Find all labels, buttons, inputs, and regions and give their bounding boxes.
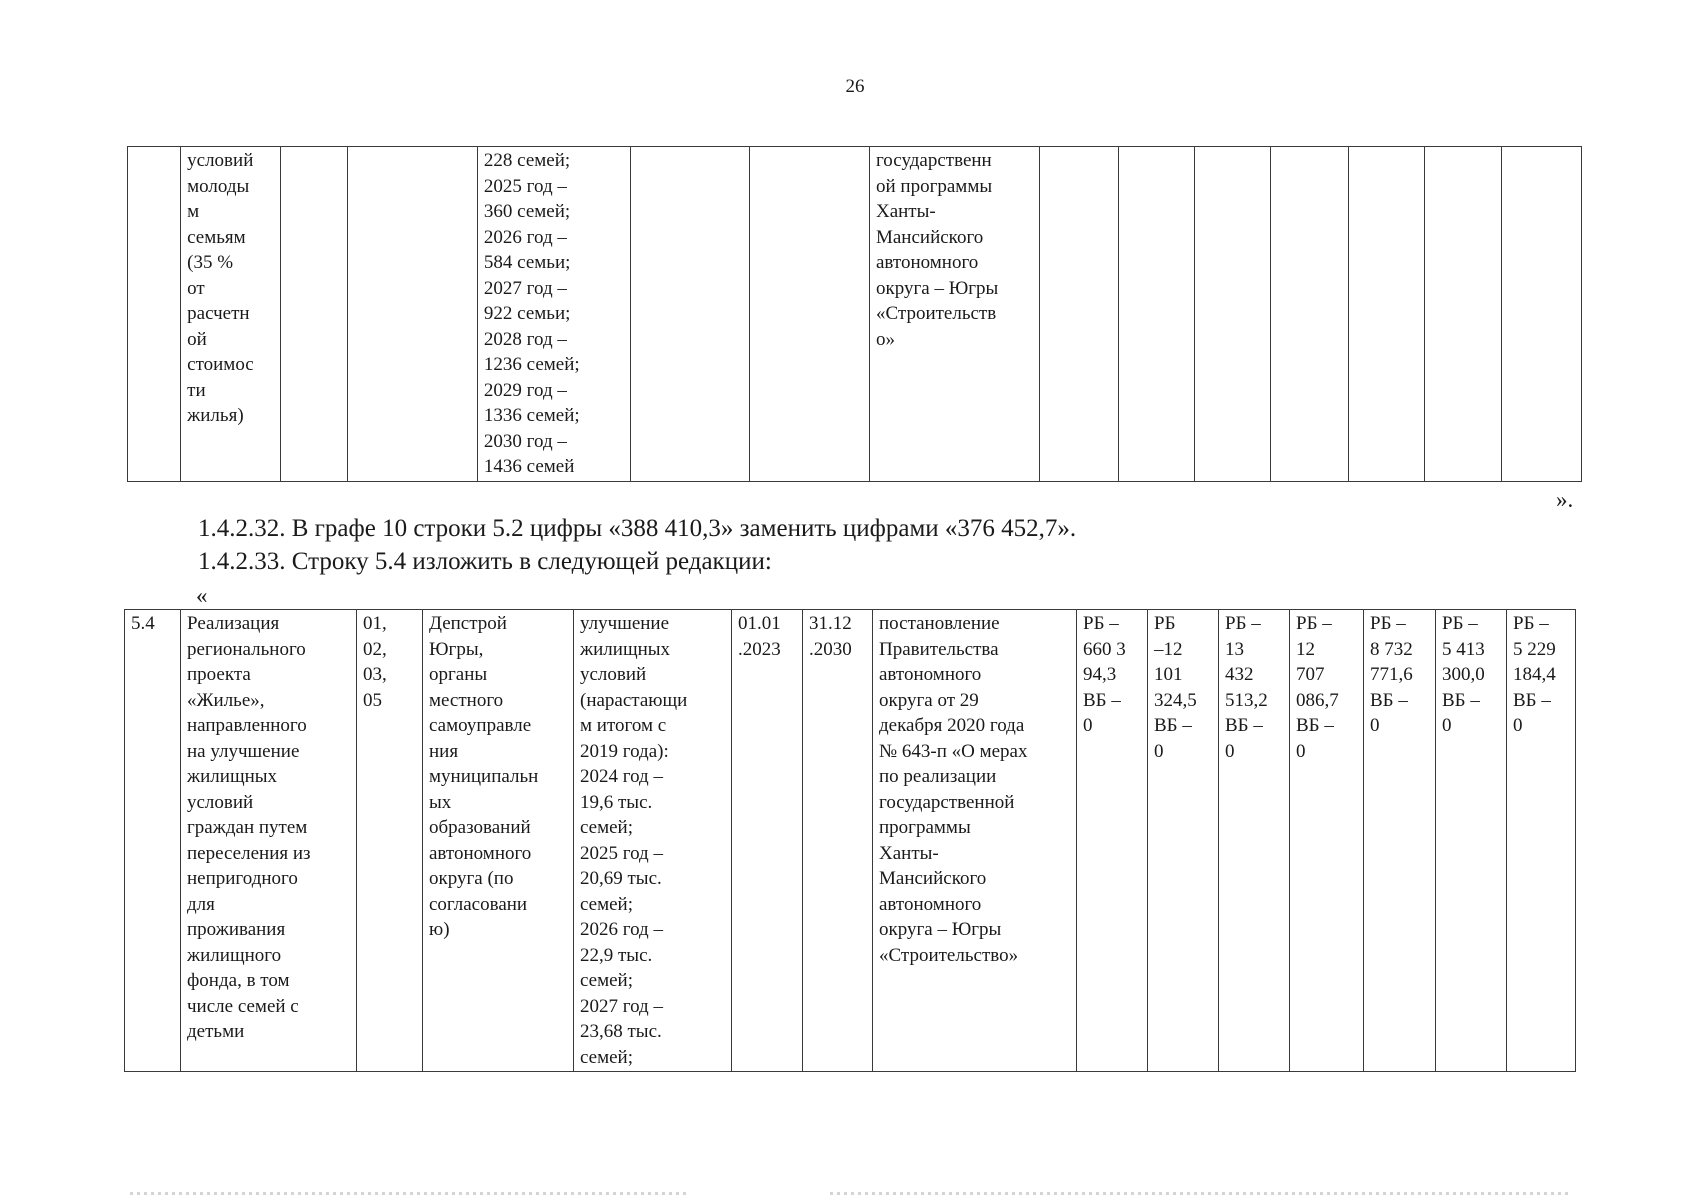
table-row [125, 610, 1576, 1072]
table-cell: РБ – 8 732 771,6 ВБ – 0 [1364, 610, 1436, 1072]
table-cell: 5.4 [125, 610, 181, 1072]
table-cell [1425, 147, 1501, 482]
table-cell: государственн ой программы Ханты- Мансийского автономного округа – Югры «Строительств о» [869, 147, 1039, 482]
amendment-paragraph-1: 1.4.2.32. В графе 10 строки 5.2 цифры «388 410,3» заменить цифрами «376 452,7». [198, 515, 1077, 542]
table-continuation [127, 146, 1582, 482]
table-cell [1118, 147, 1194, 482]
table-cell [281, 147, 347, 482]
table-cell [1194, 147, 1270, 482]
table-row-5-4 [124, 609, 1576, 1072]
table-cell: РБ –12 101 324,5 ВБ – 0 [1148, 610, 1219, 1072]
table-cell: улучшение жилищных условий (нарастающи м итогом с 2019 года): 2024 год – 19,6 тыс. семей; 2025 год – 20,69 тыс. семей; 2026 год – 22,9 тыс. семей; 2027 год – 23,68 тыс. семей; [574, 610, 732, 1072]
table-cell: РБ – 12 707 086,7 ВБ – 0 [1290, 610, 1364, 1072]
table-cell [1271, 147, 1349, 482]
scan-artifact-line [130, 1192, 690, 1195]
table-cell [749, 147, 869, 482]
table-cell [1040, 147, 1118, 482]
table-cell: Депстрой Югры, органы местного самоуправле ния муниципальн ых образований автономного округа (по согласовани ю) [423, 610, 574, 1072]
opening-quote: « [196, 583, 208, 608]
table-cell: 31.12 .2030 [803, 610, 873, 1072]
table-cell [631, 147, 749, 482]
table-cell: РБ – 5 229 184,4 ВБ – 0 [1507, 610, 1576, 1072]
table-cell [128, 147, 181, 482]
scan-artifact-line [830, 1192, 1570, 1195]
table-cell: условий молоды м семьям (35 % от расчетн ой стоимос ти жилья) [181, 147, 281, 482]
table-cell: Реализация регионального проекта «Жилье», направленного на улучшение жилищных условий граждан путем переселения из непригодного для проживания жилищного фонда, в том числе семей с детьми [181, 610, 357, 1072]
closing-quote: ». [1556, 487, 1574, 512]
table-cell: РБ – 660 3 94,3 ВБ – 0 [1077, 610, 1148, 1072]
table-cell: 01.01 .2023 [732, 610, 803, 1072]
table-cell [1349, 147, 1425, 482]
page-number: 26 [845, 76, 865, 97]
table-row [128, 147, 1582, 482]
table-cell [1501, 147, 1581, 482]
table-cell: РБ – 13 432 513,2 ВБ – 0 [1219, 610, 1290, 1072]
table-cell: постановление Правительства автономного округа от 29 декабря 2020 года № 643-п «О мерах по реализации государственной программы Ханты- Мансийского автономного округа – Югры «Строительство» [873, 610, 1077, 1072]
table-cell: РБ – 5 413 300,0 ВБ – 0 [1436, 610, 1507, 1072]
amendment-paragraph-2: 1.4.2.33. Строку 5.4 изложить в следующей редакции: [198, 548, 772, 575]
table-cell: 228 семей; 2025 год – 360 семей; 2026 год – 584 семьи; 2027 год – 922 семьи; 2028 год – 1236 семей; 2029 год – 1336 семей; 2030 год – 1436 семей [477, 147, 630, 482]
table-cell [347, 147, 477, 482]
table-cell: 01, 02, 03, 05 [357, 610, 423, 1072]
